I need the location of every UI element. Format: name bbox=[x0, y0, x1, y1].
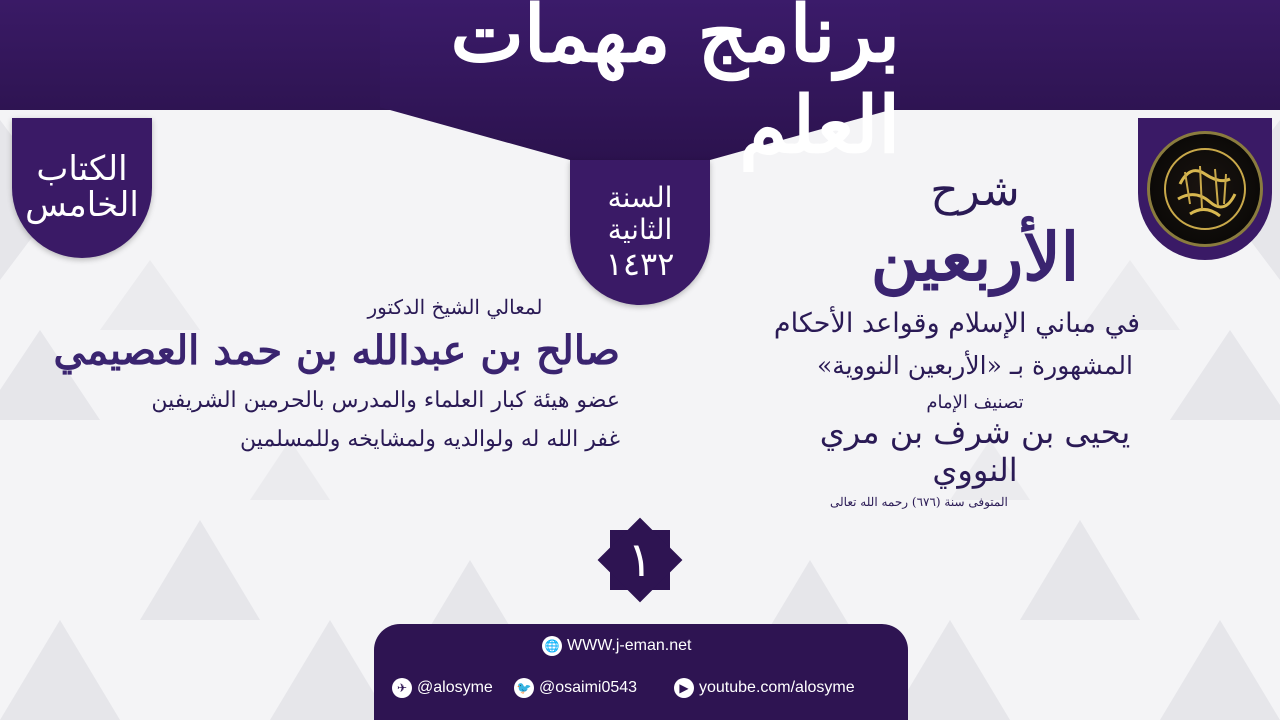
telegram-icon: ✈ bbox=[392, 678, 412, 698]
twitter-handle[interactable]: @osaimi0543 bbox=[539, 679, 638, 696]
book-known-as: المشهورة بـ «الأربعين النووية» bbox=[817, 351, 1133, 380]
telegram-row[interactable] bbox=[392, 678, 493, 698]
author-intro: تصنيف الإمام bbox=[926, 392, 1024, 413]
telegram-handle[interactable]: @alosyme bbox=[417, 679, 493, 696]
lesson-number-badge bbox=[590, 510, 690, 610]
sharh-label: شرح bbox=[930, 165, 1020, 216]
website-link[interactable]: WWW.j-eman.net bbox=[567, 637, 692, 654]
youtube-link[interactable]: youtube.com/alosyme bbox=[699, 679, 855, 696]
author-death-note: المتوفى سنة (٦٧٦) رحمه الله تعالى bbox=[830, 495, 1008, 509]
youtube-icon: ▶ bbox=[674, 678, 694, 698]
author-name: يحيى بن شرف بن مري النووي bbox=[819, 413, 1131, 489]
contact-footer bbox=[374, 624, 908, 720]
website-row[interactable] bbox=[542, 636, 691, 656]
book-title: الأربعين bbox=[870, 218, 1080, 296]
sheikh-name: صالح بن عبدالله بن حمد العصيمي bbox=[53, 327, 620, 374]
book-ordinal: الخامس bbox=[25, 185, 139, 225]
lesson-number: ١ bbox=[627, 532, 653, 588]
book-title-block bbox=[773, 165, 1140, 509]
calligraphy-seal-logo bbox=[1147, 131, 1263, 247]
year-label: السنة bbox=[607, 180, 673, 214]
sheikh-prayer: غفر الله له ولوالديه ولمشايخه وللمسلمين bbox=[240, 427, 620, 452]
book-number-badge bbox=[12, 118, 152, 258]
book-subtitle: في مباني الإسلام وقواعد الأحكام bbox=[773, 308, 1140, 339]
year-badge bbox=[570, 160, 710, 305]
youtube-row[interactable] bbox=[674, 678, 855, 698]
seal-icon bbox=[1160, 144, 1250, 234]
globe-icon: 🌐 bbox=[542, 636, 562, 656]
program-title: برنامج مهمات العلم bbox=[450, 0, 900, 171]
sheikh-honorific: لمعالي الشيخ الدكتور bbox=[367, 295, 543, 319]
book-label: الكتاب bbox=[36, 149, 128, 190]
twitter-icon: 🐦 bbox=[514, 678, 534, 698]
sheikh-position: عضو هيئة كبار العلماء والمدرس بالحرمين الشريفين bbox=[151, 388, 620, 413]
twitter-row[interactable] bbox=[514, 678, 637, 698]
sheikh-block bbox=[53, 295, 620, 452]
hijri-year: ١٤٣٢ bbox=[605, 245, 675, 284]
year-ordinal: الثانية bbox=[607, 213, 673, 247]
seal-badge bbox=[1138, 118, 1272, 260]
